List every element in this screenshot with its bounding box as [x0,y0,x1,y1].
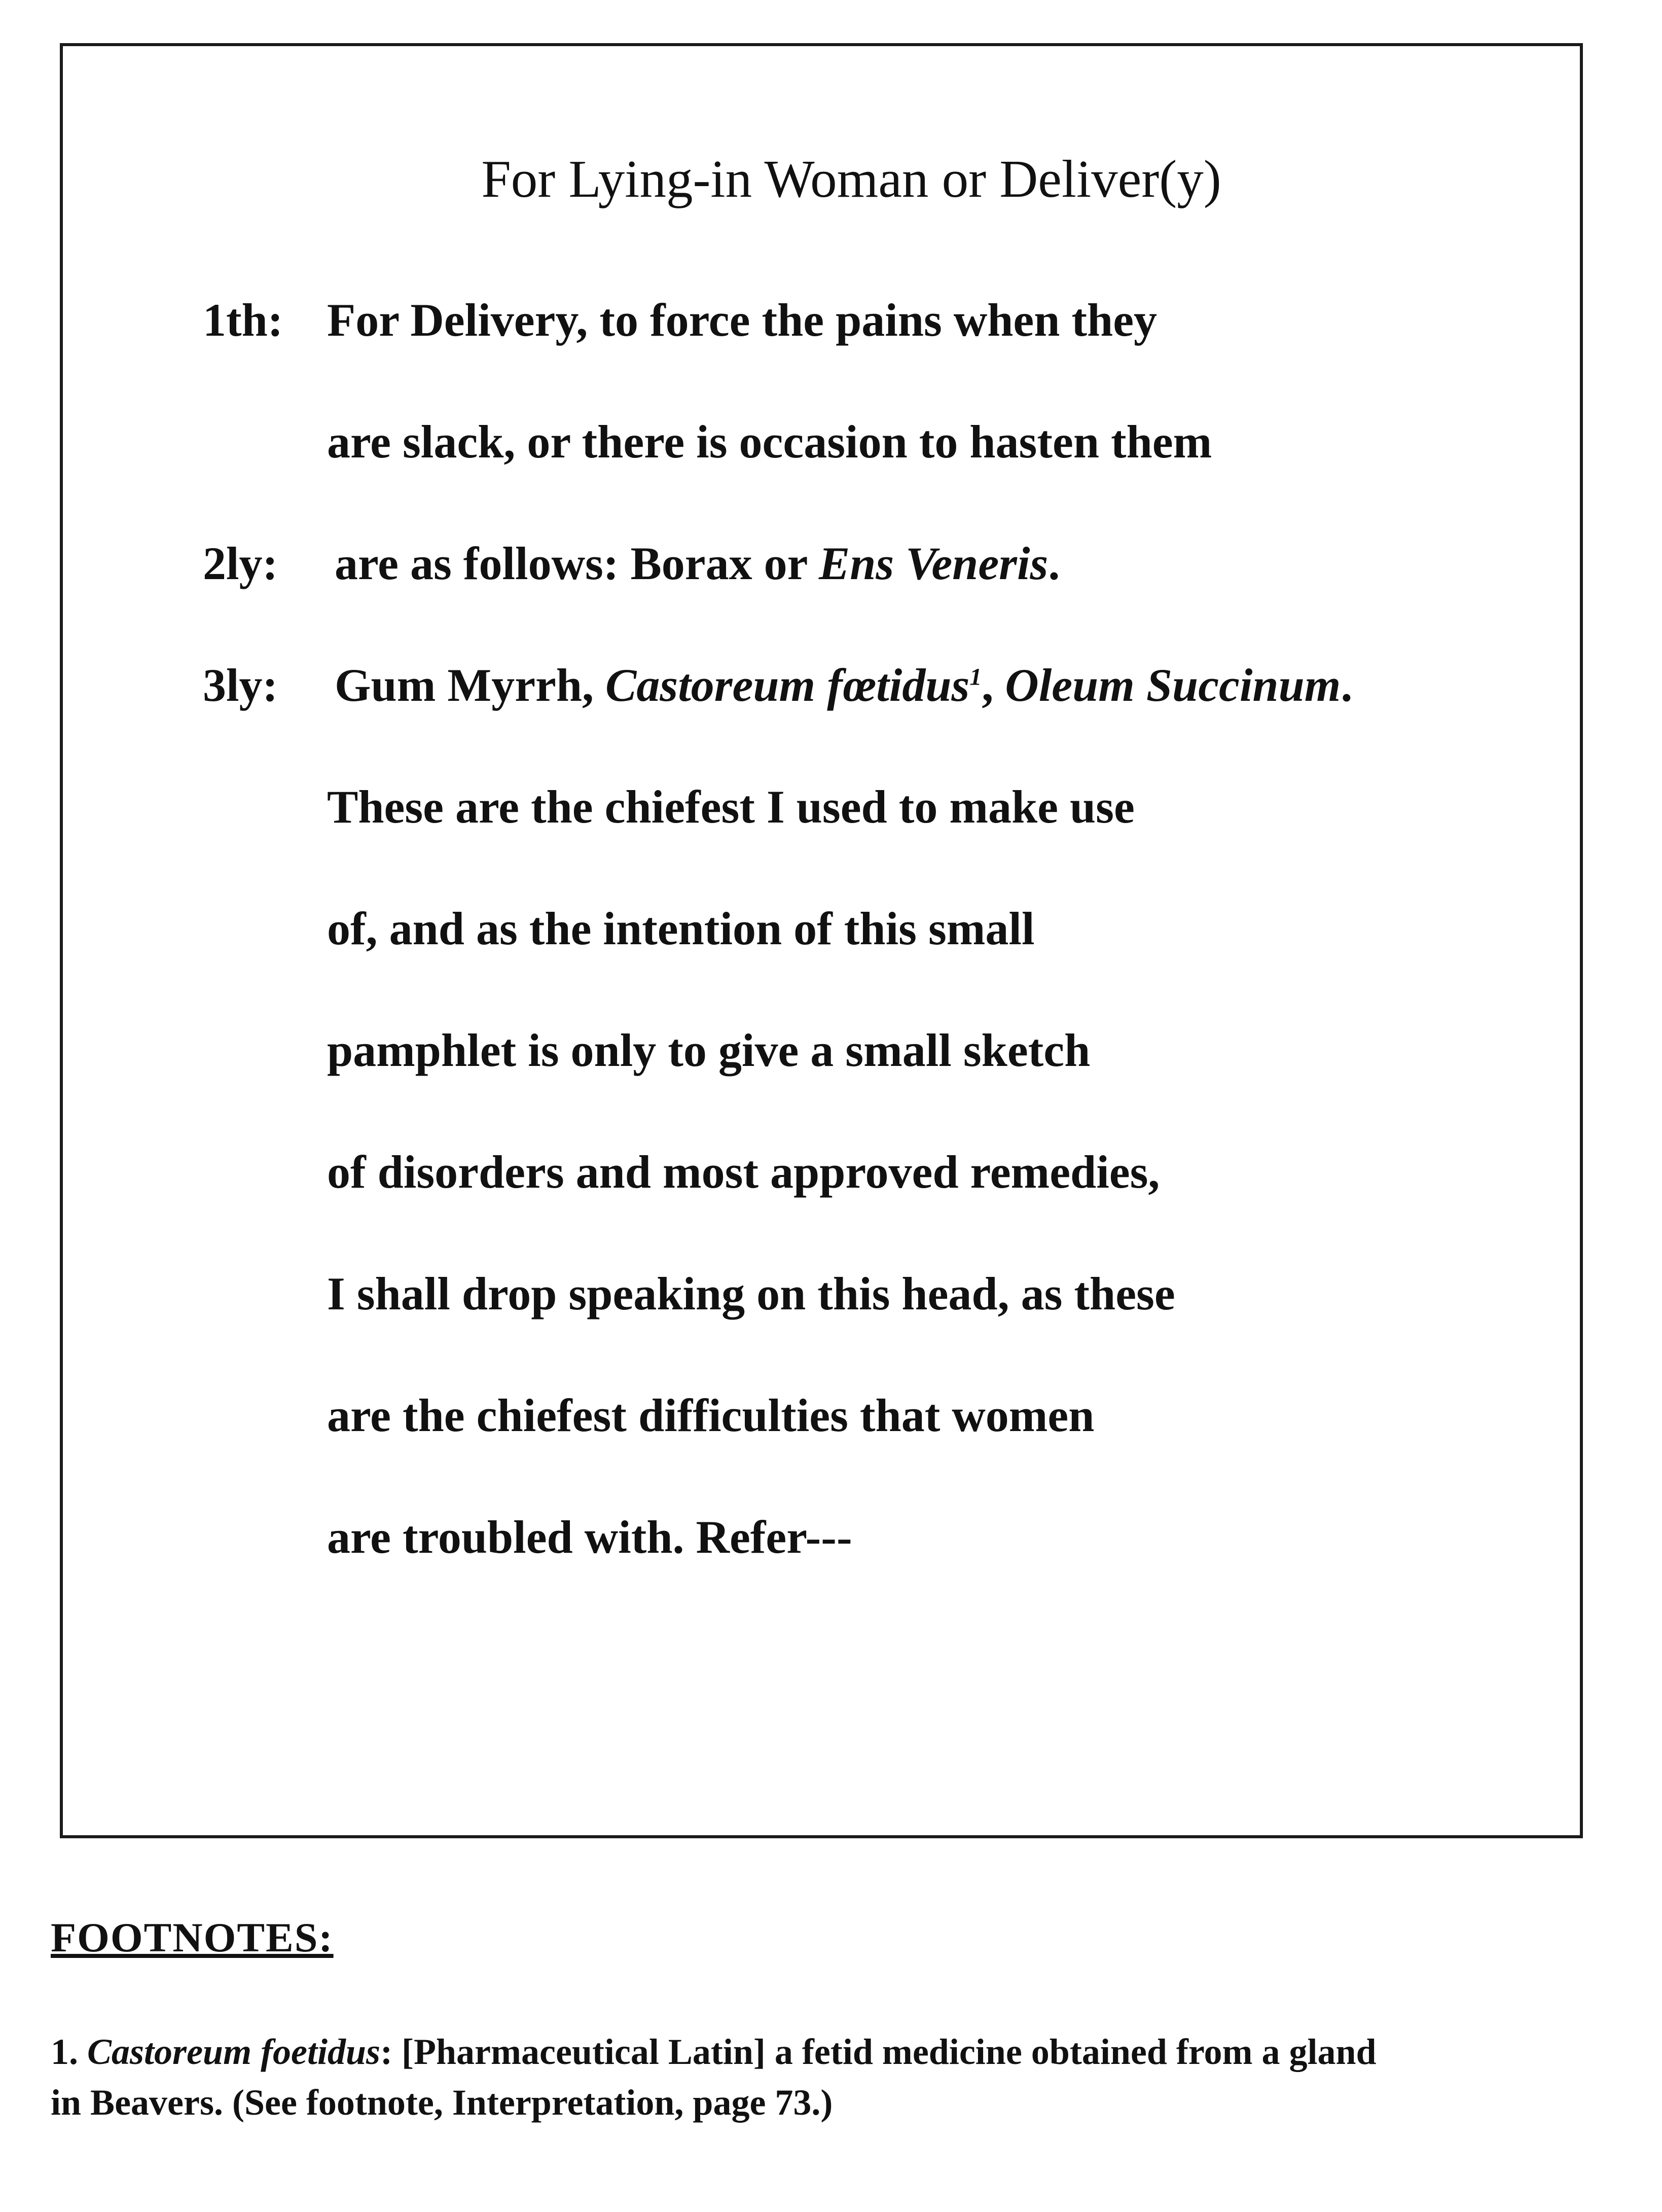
entry-text-3 [335,659,1353,711]
entry-text-2-italic: Ens Veneris [818,538,1049,589]
body-line: of, and as the intention of this small [327,903,1035,954]
entry-text-2 [335,540,1060,587]
entry-text-2-end: . [1048,538,1060,589]
body-line: I shall drop speaking on this head, as these [327,1268,1175,1319]
entry-text-3-italic: Castoreum fœtidus [605,659,970,711]
entry-text-3-italic2: Oleum Succinum [1005,659,1341,711]
entry-text-1: For Delivery, to force the pains when they [327,294,1158,346]
body-line: are troubled with. Refer--- [327,1511,852,1563]
entry-text-3-end: . [1341,659,1353,711]
body-line: are the chiefest difficulties that women [327,1389,1095,1441]
footnote-marker: 1 [969,663,982,691]
footnote-term: Castoreum foetidus [87,2031,381,2072]
entry-text-3-after: , [982,659,1005,711]
page-title: For Lying-in Woman or Deliver(y) [481,149,1221,208]
body-line: These are the chiefest I used to make use [327,781,1135,833]
body-line: pamphlet is only to give a small sketch [327,1024,1091,1076]
footnote-definition: : [Pharmaceutical Latin] a fetid medicine obtained from a gland [380,2031,1377,2072]
footnote-1-line-1 [51,2033,1377,2070]
entry-label-3: 3ly: [203,659,278,711]
entry-label-2: 2ly: [203,538,278,589]
entry-text-3-plain: Gum Myrrh, [335,659,606,711]
entry-label-1: 1th: [203,294,283,346]
entry-text-continuation: are slack, or there is occasion to hasten them [327,416,1212,468]
footnotes-heading: FOOTNOTES: [51,1914,334,1960]
footnote-number: 1. [51,2031,78,2072]
footnote-1-line-2: in Beavers. (See footnote, Interpretation, page 73.) [51,2082,833,2123]
body-line: of disorders and most approved remedies, [327,1146,1160,1198]
entry-text-2-plain: are as follows: Borax or [335,538,819,589]
